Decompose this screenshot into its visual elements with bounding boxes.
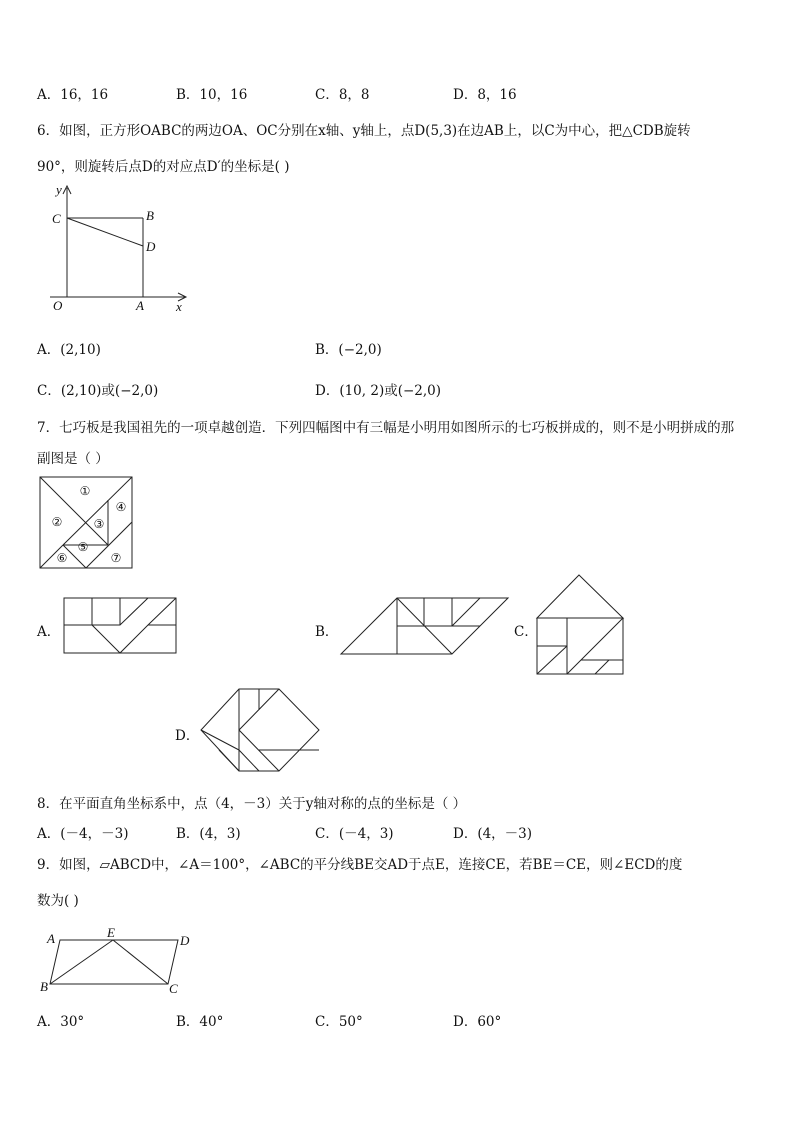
option-letter: C． [37,383,61,399]
option-letter: D． [453,87,478,103]
q5-option-a [37,83,108,103]
q8-option-d [453,822,532,842]
option-text: 10，16 [199,87,248,103]
q6-figure [40,180,200,320]
option-text: (2,10)或(−2,0) [60,383,159,399]
option-text: (4，3) [199,826,241,842]
label-x: x [176,299,182,314]
q7-option-b-figure [340,596,510,656]
option-letter: B． [176,1014,200,1030]
option-text: (10, 2)或(−2,0) [339,383,442,399]
q9-option-c [315,1010,363,1030]
option-letter: A． [37,87,61,103]
label-c: C [169,981,178,996]
q7-stem-line2: 副图是（ ） [37,451,109,467]
option-text: 8，16 [477,87,517,103]
option-text: (−2,0) [338,342,382,358]
option-text: 8，8 [338,87,370,103]
piece-label-6: ⑥ [56,551,68,565]
q6-option-c [37,379,158,399]
label-y: y [56,182,62,197]
q5-option-b [176,83,247,103]
option-letter: A． [37,342,61,358]
option-letter: D． [453,1014,478,1030]
q9-option-b [176,1010,223,1030]
option-letter: D． [453,826,478,842]
piece-label-5: ⑤ [77,540,89,554]
q9-option-a [37,1010,84,1030]
q6-stem-line1: 6．如图，正方形OABC的两边OA、OC分别在x轴、y轴上，点D(5,3)在边AB上，以C为中心，把△CDB旋转 [37,123,691,139]
q8-option-c [315,822,394,842]
option-text: (－4，3) [338,826,394,842]
label-a: A [136,298,144,313]
q6-option-a [37,338,101,358]
label-d: D [146,239,156,254]
option-letter: C． [315,1014,339,1030]
option-text: (4，－3) [477,826,533,842]
q5-option-d [453,83,517,103]
segment-cd [67,218,143,246]
label-o: O [53,298,63,313]
q8-option-b [176,822,241,842]
option-text: (2,10) [60,342,101,358]
label-b: B [146,208,154,223]
q7-option-c-figure [536,574,626,676]
q9-option-d [453,1010,501,1030]
label-b: B [40,979,48,994]
q7-tangram-figure [39,476,134,570]
option-text: 40° [199,1014,224,1030]
piece-label-4: ④ [115,500,127,514]
option-letter: C． [315,87,339,103]
label-e: E [107,925,115,940]
piece-label-3: ③ [93,517,105,531]
q9-figure [38,924,198,996]
q7-option-c-letter: C． [514,624,538,640]
option-letter: D． [315,383,340,399]
option-text: 50° [338,1014,363,1030]
q9-stem-line1: 9．如图，▱ABCD中，∠A＝100°，∠ABC的平分线BE交AD于点E，连接CE，若BE＝CE，则∠ECD的度 [37,857,683,873]
option-letter: B． [315,342,339,358]
option-text: 60° [477,1014,502,1030]
q6-option-b [315,338,382,358]
q7-option-a-figure [63,597,178,655]
option-letter: A． [37,826,61,842]
q6-option-d [315,379,441,399]
piece-label-2: ② [51,515,63,529]
label-d: D [180,933,190,948]
q8-option-a [37,822,128,842]
option-text: 16，16 [60,87,109,103]
label-a: A [47,931,55,946]
option-text: 30° [60,1014,85,1030]
q6-stem-line2: 90°，则旋转后点D的对应点D′的坐标是( ) [37,159,290,175]
q7-option-a-letter: A． [37,624,61,640]
option-text: (－4，－3) [60,826,129,842]
option-letter: B． [176,826,200,842]
option-letter: B． [176,87,200,103]
option-letter: C． [315,826,339,842]
piece-label-1: ① [79,484,91,498]
piece-label-7: ⑦ [110,551,122,565]
q7-stem-line1: 7．七巧板是我国祖先的一项卓越创造．下列四幅图中有三幅是小明用如图所示的七巧板拼成的，则不是小明拼成的那 [37,420,735,436]
q7-option-d-letter: D． [175,728,200,744]
q7-option-d-figure [199,687,321,773]
label-c: C [52,211,61,226]
option-letter: A． [37,1014,61,1030]
q9-stem-line2: 数为( ) [37,893,79,909]
q8-stem: 8．在平面直角坐标系中，点（4，－3）关于y轴对称的点的坐标是（ ） [37,796,467,812]
q7-option-b-letter: B． [315,624,339,640]
q5-option-c [315,83,370,103]
